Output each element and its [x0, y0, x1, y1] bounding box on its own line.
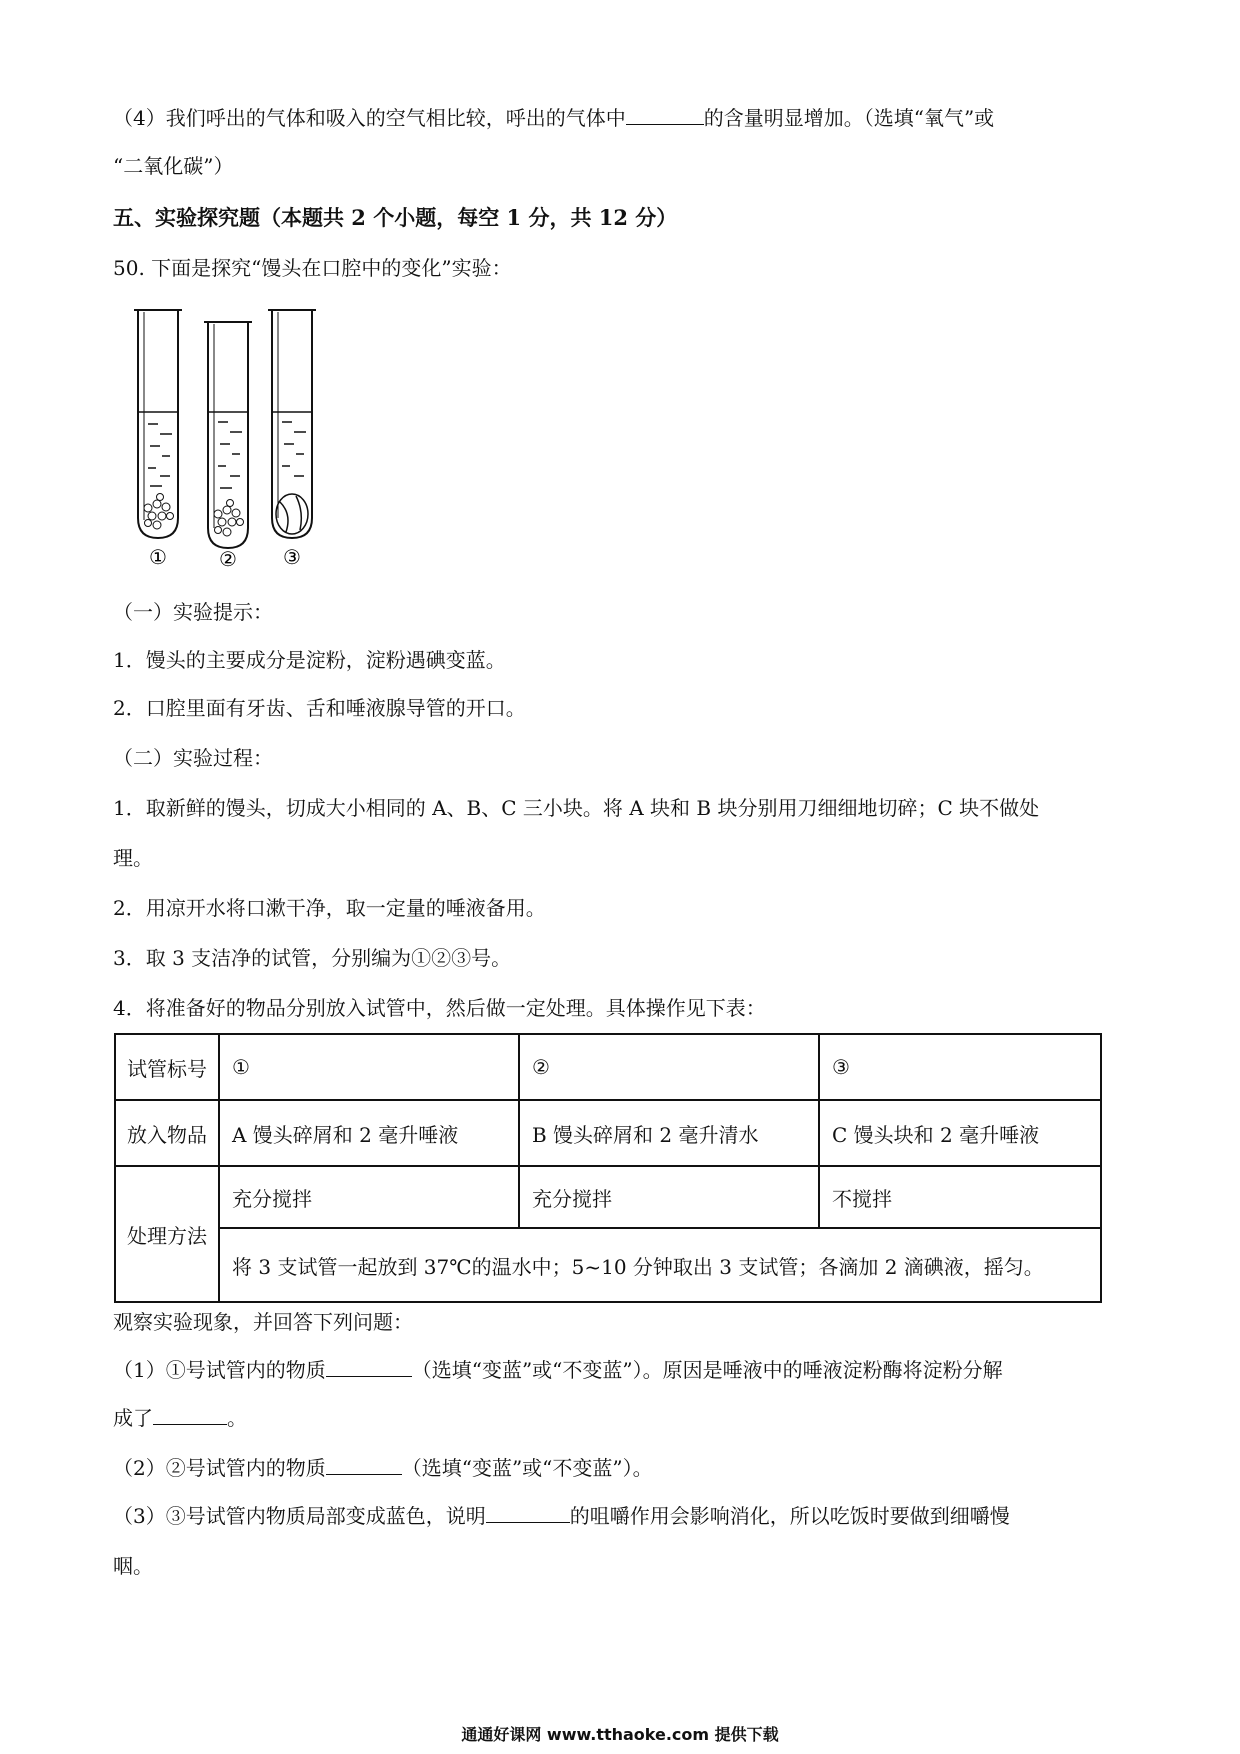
q1-answer-blank-2[interactable]	[153, 1404, 227, 1425]
tube-item-2: B 馒头碎屑和 2 毫升清水	[519, 1100, 819, 1166]
q50-intro: 50. 下面是探究“馒头在口腔中的变化”实验：	[113, 256, 512, 280]
q1-answer-blank-1[interactable]	[326, 1356, 412, 1377]
operations-table	[114, 1033, 1102, 1303]
q4-text-b: 的含量明显增加。（选填“氧气”或	[703, 106, 995, 130]
test-tube-3	[268, 310, 316, 538]
tube-id-1: ①	[219, 1034, 519, 1100]
process-step1-line1: 1．取新鲜的馒头，切成大小相同的 A、B、C 三小块。将 A 块和 B 块分别用刀细细地切碎；C 块不做处	[113, 796, 1040, 820]
tube-method-3: 不搅拌	[819, 1166, 1101, 1228]
q1-text-a: （1）①号试管内的物质	[113, 1358, 326, 1382]
process-step3: 3．取 3 支洁净的试管，分别编为①②③号。	[113, 946, 512, 970]
q4-line2: “二氧化碳”）	[113, 154, 234, 178]
q3-answer-blank[interactable]	[486, 1502, 570, 1523]
tube-id-3: ③	[819, 1034, 1101, 1100]
row-label-tube-id: 试管标号	[115, 1034, 219, 1100]
test-tube-2	[204, 322, 252, 548]
q4-answer-blank[interactable]	[626, 104, 704, 125]
question-1-line1	[113, 1356, 1003, 1384]
common-method: 将 3 支试管一起放到 37℃的温水中；5~10 分钟取出 3 支试管；各滴加 2 滴碘液，摇匀。	[219, 1228, 1101, 1302]
tube-method-1: 充分搅拌	[219, 1166, 519, 1228]
question-1-line2	[113, 1404, 247, 1432]
process-step4: 4．将准备好的物品分别放入试管中，然后做一定处理。具体操作见下表：	[113, 996, 766, 1020]
table-row	[115, 1166, 1101, 1228]
process-title: （二）实验过程：	[113, 746, 273, 770]
row-label-items: 放入物品	[115, 1100, 219, 1166]
test-tubes-figure	[120, 300, 350, 570]
hint-item-2: 2．口腔里面有牙齿、舌和唾液腺导管的开口。	[113, 696, 526, 720]
q1-text-c: 成了	[113, 1406, 153, 1430]
tube-label-2: ②	[219, 547, 237, 570]
tube-label-1: ①	[149, 545, 167, 569]
q4-text-a: （4）我们呼出的气体和吸入的空气相比较，呼出的气体中	[113, 106, 626, 130]
hint-item-1: 1．馒头的主要成分是淀粉，淀粉遇碘变蓝。	[113, 648, 506, 672]
table-row	[115, 1034, 1101, 1100]
q3-text-a: （3）③号试管内物质局部变成蓝色，说明	[113, 1504, 486, 1528]
section5-heading: 五、实验探究题（本题共 2 个小题，每空 1 分，共 12 分）	[113, 205, 678, 230]
tube-id-2: ②	[519, 1034, 819, 1100]
hints-title: （一）实验提示：	[113, 600, 273, 624]
tube-item-1: A 馒头碎屑和 2 毫升唾液	[219, 1100, 519, 1166]
q1-text-b: （选填“变蓝”或“不变蓝”）。原因是唾液中的唾液淀粉酶将淀粉分解	[411, 1358, 1003, 1382]
question-2	[113, 1454, 653, 1482]
q4-line1	[113, 104, 994, 132]
table-row	[115, 1228, 1101, 1302]
question-3-line1	[113, 1502, 1010, 1530]
process-step2: 2．用凉开水将口漱干净，取一定量的唾液备用。	[113, 896, 546, 920]
q2-text-b: （选填“变蓝”或“不变蓝”）。	[401, 1456, 653, 1480]
page-footer: 通通好课网 www.tthaoke.com 提供下载	[461, 1725, 779, 1744]
observe-instruction: 观察实验现象，并回答下列问题：	[113, 1310, 413, 1334]
tube-item-3: C 馒头块和 2 毫升唾液	[819, 1100, 1101, 1166]
q1-text-d: 。	[227, 1406, 247, 1430]
q2-answer-blank[interactable]	[326, 1454, 402, 1475]
test-tube-1	[134, 310, 182, 538]
question-3-line2: 咽。	[113, 1554, 153, 1578]
q2-text-a: （2）②号试管内的物质	[113, 1456, 326, 1480]
tube-method-2: 充分搅拌	[519, 1166, 819, 1228]
q3-text-b: 的咀嚼作用会影响消化，所以吃饭时要做到细嚼慢	[569, 1504, 1010, 1528]
row-label-method: 处理方法	[115, 1166, 219, 1302]
table-row	[115, 1100, 1101, 1166]
process-step1-line2: 理。	[113, 846, 153, 870]
tube-label-3: ③	[283, 545, 301, 569]
